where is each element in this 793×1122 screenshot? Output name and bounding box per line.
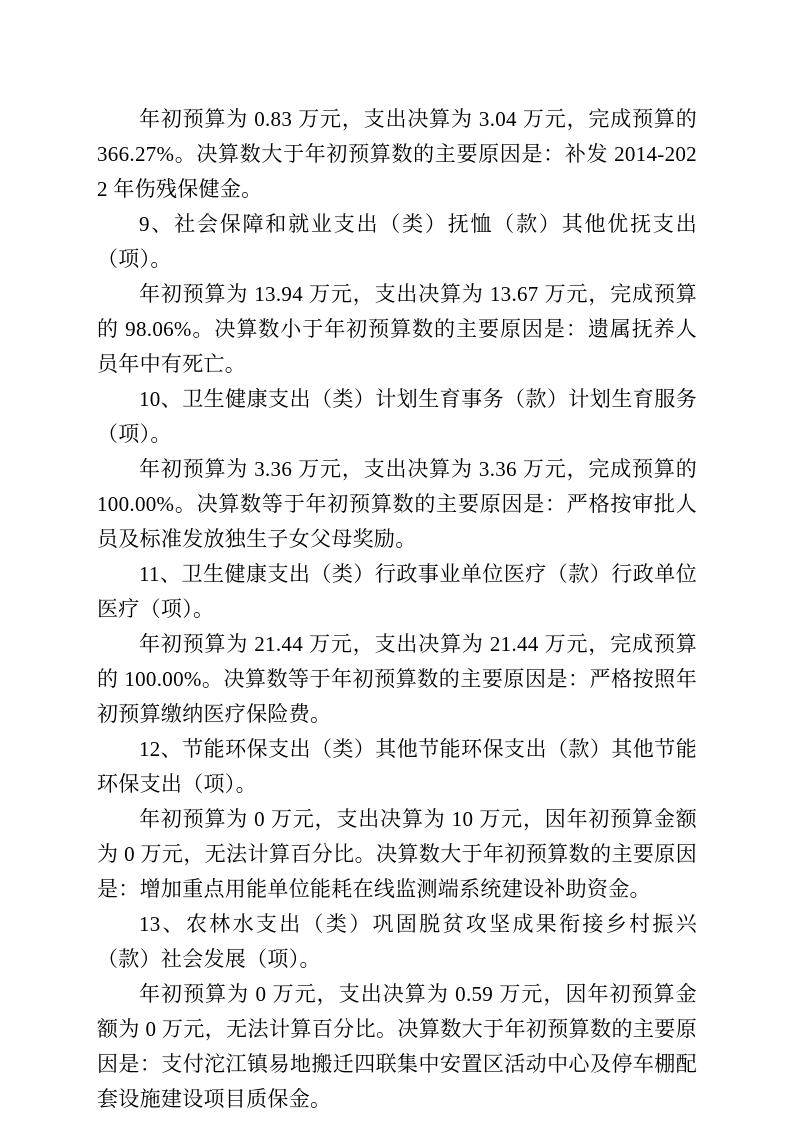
paragraph-item-10-heading: 10、卫生健康支出（类）计划生育事务（款）计划生育服务（项）。 (97, 387, 697, 446)
paragraph-budget-detail-12: 年初预算为 0 万元，支出决算为 10 万元，因年初预算金额为 0 万元，无法计算百分比。决算数大于年初预算数的主要原因是：增加重点用能单位能耗在线监测端系统建设补助资金。 (97, 807, 697, 901)
paragraph-item-9-heading: 9、社会保障和就业支出（类）抚恤（款）其他优抚支出（项）。 (97, 212, 697, 271)
paragraph-item-11-heading: 11、卫生健康支出（类）行政事业单位医疗（款）行政单位医疗（项）。 (97, 562, 697, 621)
paragraph-budget-detail-11: 年初预算为 21.44 万元，支出决算为 21.44 万元，完成预算的 100.00%。决算数等于年初预算数的主要原因是：严格按照年初预算缴纳医疗保险费。 (97, 632, 697, 726)
paragraph-budget-detail-10: 年初预算为 3.36 万元，支出决算为 3.36 万元，完成预算的 100.00%。决算数等于年初预算数的主要原因是：严格按审批人员及标准发放独生子女父母奖励。 (97, 457, 697, 551)
paragraph-budget-detail-8: 年初预算为 0.83 万元，支出决算为 3.04 万元，完成预算的 366.27%。决算数大于年初预算数的主要原因是：补发 2014-2022 年伤残保健金。 (97, 107, 697, 201)
paragraph-budget-detail-9: 年初预算为 13.94 万元，支出决算为 13.67 万元，完成预算的 98.06%。决算数小于年初预算数的主要原因是：遗属抚养人员年中有死亡。 (97, 282, 697, 376)
document-body (97, 102, 697, 1117)
paragraph-budget-detail-13: 年初预算为 0 万元，支出决算为 0.59 万元，因年初预算金额为 0 万元，无法计算百分比。决算数大于年初预算数的主要原因是：支付沱江镇易地搬迁四联集中安置区活动中心及停车棚配套设施建设项目质保金。 (97, 982, 697, 1111)
paragraph-item-13-heading: 13、农林水支出（类）巩固脱贫攻坚成果衔接乡村振兴（款）社会发展（项）。 (97, 912, 697, 971)
paragraph-item-12-heading: 12、节能环保支出（类）其他节能环保支出（款）其他节能环保支出（项）。 (97, 737, 697, 796)
